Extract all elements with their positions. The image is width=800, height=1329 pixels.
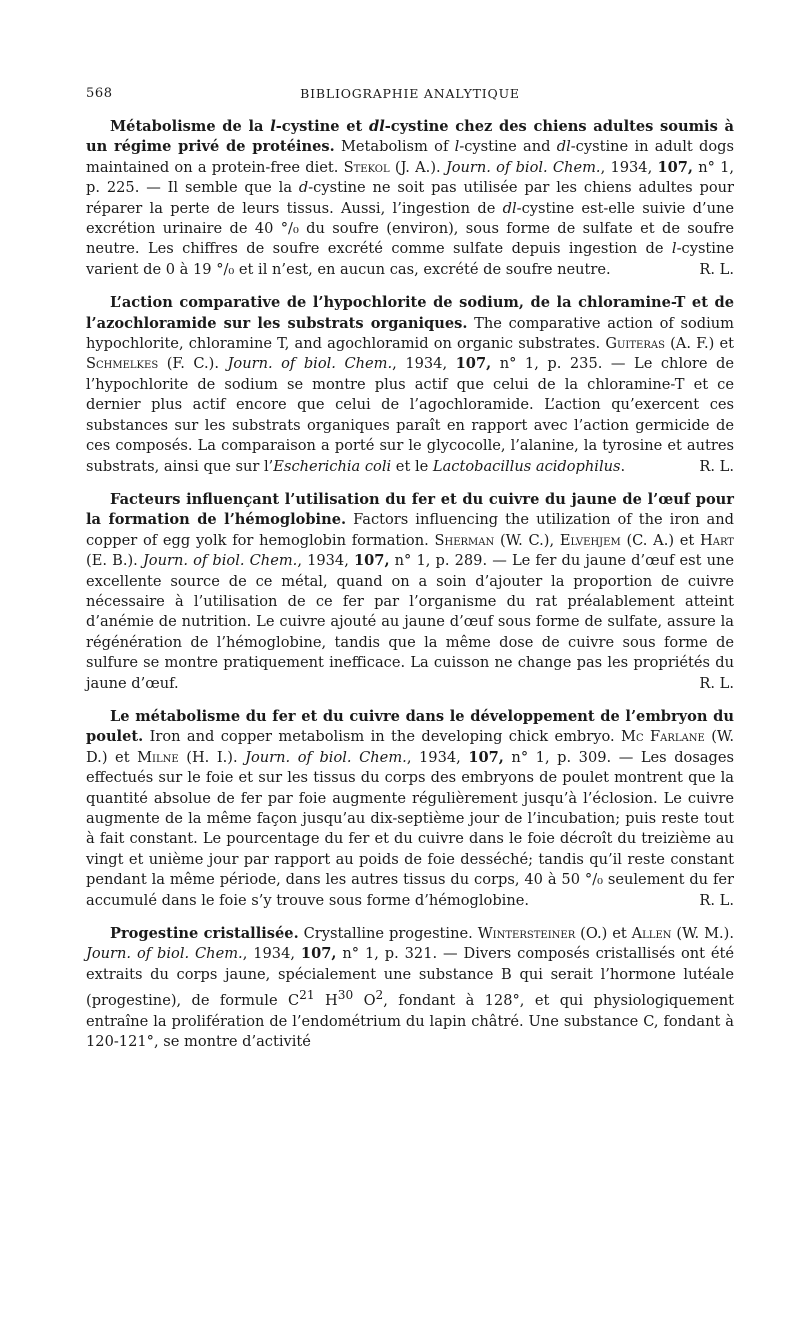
issue-page: n° 1, p. 309. xyxy=(511,748,612,766)
english-title: Crystalline progestine. xyxy=(303,925,473,943)
entry-title: Progestine cristallisée. xyxy=(110,925,299,943)
running-title: BIBLIOGRAPHIE ANALYTIQUE xyxy=(300,86,520,101)
journal-volume: 107, xyxy=(353,552,390,570)
entry-summary: Le fer du jaune d’œuf est une excellente source de ce métal, quand on a soin d’ajouter la proportion de cuivre nécessaire à l’utilisation de ce fer par l’organisme du rat préalablement atteint d’anémie de nutrition. Le cuivre ajouté au jaune d’œuf sous forme de sulfate, assure la régénération de l’hémoglobine, tandis que la même dose de cuivre sous forme de sulfure se montre pratiquement inefficace. La cuisson ne change pas les propriétés du jaune d’œuf. xyxy=(86,552,735,692)
journal-name: Journ. of biol. Chem. xyxy=(445,158,601,176)
reviewer-signature: R. L. xyxy=(699,674,734,692)
entry-title: Le métabolisme du fer et du cuivre dans le développement de l’embryon du poulet. xyxy=(86,707,734,746)
journal-year: 1934, xyxy=(307,552,349,570)
entry-summary: Les dosages effectués sur le foie et sur les tissus du corps des embryons de poulet montrent que la quantité absolue de fer par foie augmente régulièrement jusqu’à l’éclosion. Le cuivre augmente de la même façon jusqu’au dix-septième jour de l’incubation; puis reste tout à fait constant. Le pourcentage du fer et du cuivre dans le foie décroît du treizième au vingt et unième jour par rapport au poids de foie desséché; tandis qu’il reste constant pendant la même période, dans les autres tissus du corps, 40 à 50 °/₀ seulement du fer accumulé dans le foie s’y trouve sous forme d’hémoglobine. xyxy=(86,748,734,909)
entry-title: L’action comparative de l’hypochlorite de sodium, de la chloramine-T et de l’azochloramide sur les substrats organiques. xyxy=(86,294,734,332)
journal-name: Journ. of biol. Chem. xyxy=(142,552,298,570)
reviewer-signature: R. L. xyxy=(699,457,734,475)
author-initials: (J. A.). xyxy=(394,158,441,176)
issue-page: n° 1, p. 289. xyxy=(394,552,488,570)
entry-summary: Il semble que la d-cystine ne soit pas utilisée par les chiens adultes pour réparer la perte de leurs tissus. Aussi, l’ingestion de dl-cystine est-elle suivie d’une excrétion urinaire de 40 °/₀ du soufre (environ), sous forme de sulfate et de soufre neutre. Les chiffres de soufre excrété comme sulfate depuis ingestion de l-cystine varient de 0 à 19 °/₀ et il n’est, en aucun cas, excrété de soufre neutre. xyxy=(86,179,735,278)
entry-authors: Sherman (W. C.), Elvehjem (C. A.) et Hart (E. B.). xyxy=(86,531,734,570)
entry-summary: Divers composés cristallisés ont été extraits du corps jaune, spécialement une substance B qui serait l’hormone lutéale (progestine), de formule $C^{21}$ $H^{30}$ $O^2$, fondant à 128°, et qui physiologiquement entraîne la prolifération de l’endométrium du lapin châtré. Une substance C, fondant à 120-121°, se montre d’activité xyxy=(86,945,735,1050)
entry-summary: Le chlore de l’hypochlorite de sodium se montre plus actif que celui de la chloramine-T et ce dernier plus actif encore que celui de l’agochloramide. L’action qu’exercent ces substances sur les substrats organiques paraît en rapport avec l’action germicide de ces composés. La comparaison a porté sur le glycocolle, l’alanine, la tyrosine et autres substrats, ainsi que sur l’Escherichia coli et le Lactobacillus acidophilus. xyxy=(86,355,735,475)
issue-page: n° 1, p. 321. xyxy=(342,945,438,963)
running-header xyxy=(86,86,734,108)
journal-year: 1934, xyxy=(405,355,448,373)
abstract-entry: Le métabolisme du fer et du cuivre dans le développement de l’embryon du poulet. Iron and copper metabolism in the developing chick embryo. Mc Farlane (W. D.) et Milne (H. I.). Journ. of biol. Chem., 1934, 107, n° 1, p. 309. — Les dosages effectués sur le foie et sur les tissus du corps des embryons de poulet montrent que la quantité absolue de fer par foie augmente régulièrement jusqu’à l’éclosion. Le cuivre augmente de la même façon jusqu’au dix-septième jour de l’incubation; puis reste tout à fait constant. Le pourcentage du fer et du cuivre dans le foie décroît du treizième au vingt et unième jour par rapport au poids de foie desséché; tandis qu’il reste constant pendant la même période, dans les autres tissus du corps, 40 à 50 °/₀ seulement du fer accumulé dans le foie s’y trouve sous forme d’hémoglobine. R. L. xyxy=(86,707,734,911)
journal-name: Journ. of biol. Chem. xyxy=(245,748,407,766)
journal-volume: 107, xyxy=(468,748,504,766)
page-number: 568 xyxy=(86,86,113,101)
abstract-entry: Facteurs influençant l’utilisation du fer et du cuivre du jaune de l’œuf pour la formation de l’hémoglobine. Factors influencing the utilization of the iron and copper of egg yolk for hemoglobin formation. Sherman (W. C.), Elvehjem (C. A.) et Hart (E. B.). Journ. of biol. Chem., 1934, 107, n° 1, p. 289. — Le fer du jaune d’œuf est une excellente source de ce métal, quand on a soin d’ajouter la proportion de cuivre nécessaire à l’utilisation de ce fer par l’organisme du rat préalablement atteint d’anémie de nutrition. Le cuivre ajouté au jaune d’œuf sous forme de sulfate, assure la régénération de l’hémoglobine, tandis que la même dose de cuivre sous forme de sulfure se montre pratiquement inefficace. La cuisson ne change pas les propriétés du jaune d’œuf. R. L. xyxy=(86,490,734,694)
abstract-entry: Progestine cristallisée. Crystalline progestine. Wintersteiner (O.) et Allen (W. M.). Journ. of biol. Chem., 1934, 107, n° 1, p. 321. — Divers composés cristallisés ont été extraits du corps jaune, spécialement une substance B qui serait l’hormone lutéale (progestine), de formule $C^{21}$ $H^{30}$ $O^2$, fondant à 128°, et qui physiologiquement entraîne la prolifération de l’endométrium du lapin châtré. Une substance C, fondant à 120-121°, se montre d’activité xyxy=(86,925,735,1050)
entry-title: Facteurs influençant l’utilisation du fer et du cuivre du jaune de l’œuf pour la formation de l’hémoglobine. xyxy=(86,490,734,529)
entry-authors: Guiteras (A. F.) et Schmelkes (F. C.). xyxy=(86,335,734,373)
entry-authors: Wintersteiner (O.) et Allen (W. M.). xyxy=(477,925,735,943)
issue-page: n° 1, p. 225. xyxy=(86,158,735,197)
entry-authors: Mc Farlane (W. D.) et Milne (H. I.). xyxy=(86,728,734,766)
journal-name: Journ. of biol. Chem. xyxy=(86,945,243,963)
entry-title: Métabolisme de la l-cystine et dl-cystine chez des chiens adultes soumis à un régime privé de protéines. xyxy=(86,118,734,156)
english-title: The comparative action of sodium hypochlorite, chloramine T, and agochloramid on organic substrates. xyxy=(86,314,735,353)
journal-year: 1934, xyxy=(419,748,461,766)
abstract-entry: Métabolisme de la l-cystine et dl-cystine chez des chiens adultes soumis à un régime privé de protéines. Metabolism of l-cystine and dl-cystine in adult dogs maintained on a protein-free diet. Stekol (J. A.). Journ. of biol. Chem., 1934, 107, n° 1, p. 225. — Il semble que la d-cystine ne soit pas utilisée par les chiens adultes pour réparer la perte de leurs tissus. Aussi, l’ingestion de dl-cystine est-elle suivie d’une excrétion urinaire de 40 °/₀ du soufre (environ), sous forme de sulfate et de soufre neutre. Les chiffres de soufre excrété comme sulfate depuis ingestion de l-cystine varient de 0 à 19 °/₀ et il n’est, en aucun cas, excrété de soufre neutre. R. L. xyxy=(86,117,734,280)
journal-name: Journ. of biol. Chem. xyxy=(227,355,393,373)
reviewer-signature: R. L. xyxy=(699,260,734,278)
english-title: Metabolism of l-cystine and dl-cystine in adult dogs maintained on a protein-free diet. xyxy=(86,138,735,176)
english-title: Factors influencing the utilization of the iron and copper of egg yolk for hemoglobin formation. xyxy=(86,511,734,549)
reviewer-signature: R. L. xyxy=(699,891,734,909)
journal-volume: 107, xyxy=(455,355,492,373)
journal-year: 1934, xyxy=(253,945,296,963)
author-name: Stekol xyxy=(343,158,390,176)
journal-volume: 107, xyxy=(657,158,693,176)
journal-volume: 107, xyxy=(300,945,337,963)
journal-year: 1934, xyxy=(610,158,653,176)
issue-page: n° 1, p. 235. xyxy=(499,355,603,373)
english-title: Iron and copper metabolism in the developing chick embryo. xyxy=(149,728,615,746)
abstract-entry: L’action comparative de l’hypochlorite de sodium, de la chloramine-T et de l’azochloramide sur les substrats organiques. The comparative action of sodium hypochlorite, chloramine T, and agochloramid on organic substrates. Guiteras (A. F.) et Schmelkes (F. C.). Journ. of biol. Chem., 1934, 107, n° 1, p. 235. — Le chlore de l’hypochlorite de sodium se montre plus actif que celui de la chloramine-T et ce dernier plus actif encore que celui de l’agochloramide. L’action qu’exercent ces substances sur les substrats organiques paraît en rapport avec l’action germicide de ces composés. La comparaison a porté sur le glycocolle, l’alanine, la tyrosine et autres substrats, ainsi que sur l’Escherichia coli et le Lactobacillus acidophilus. R. L. xyxy=(86,293,734,477)
journal-page xyxy=(86,86,734,1052)
